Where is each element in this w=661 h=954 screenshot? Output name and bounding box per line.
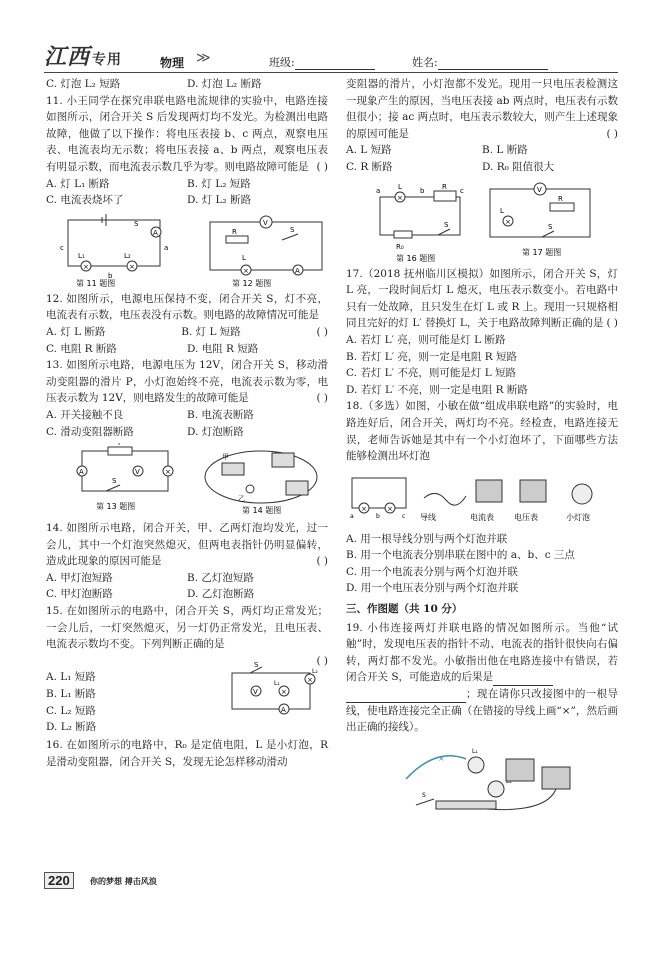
svg-text:R₀: R₀ (396, 242, 404, 251)
svg-text:×: × (387, 504, 393, 513)
svg-text:×: × (397, 193, 403, 202)
svg-text:×: × (438, 753, 445, 763)
circuit-diagram-13 (46, 443, 328, 517)
svg-text:a: a (164, 243, 169, 252)
svg-text:V: V (135, 468, 140, 477)
left-column: C. 灯泡 L₂ 短路 D. 灯泡 L₂ 断路 11. 小王同学在探究串联电路电流规律的实验中，电路连接如图所示，闭合开关 S 后发现两灯均不发光。为检测出电路故障，他做了以下操作：将电压表接 b、c 两点，观察电压表、电流表均无示数；将电压表接 a、b 两点，观察电压表有明显示数，而电流表示数几乎为零。则电路故障可能是 ( ) A. 灯 L₁ 断路 B. 灯 L₂ 短路 C. 电流表烧坏了 D. 灯 L₂ 断路 A × × L₁ L₂ c a b S V R S × A L 第 11 题图 第 12 题图 12. 如图所示，电源电压保持不变，闭合开关 S，灯不亮，电流表有示数，电压表没有示数。则电路的故障情况可能是 ( ) A. 灯 L 断路 B. 灯 L 短路 C. 电阻 R 断路 D. 电阻 R 短路 13. 如图所示电路，电源电压为 12V，闭合开关 S，移动滑动变阻器的滑片 P，小灯泡始终不亮，电流表示数为零，电压表示数为 12V，则电路发生的故障可能是 ( ) A. 开关接触不良 B. 电流表断路 C. 滑动变阻器断路 D. 灯泡断路 P A V × S 乙 甲 第 13 题图 第 14 题图 14. 如图所示电路，闭合开关，甲、乙两灯泡均发光，过一会儿，其中一个灯泡突然熄灭，但两电表指针仍明显偏转，造成此现象的原因可能是 ( ) A. 甲灯泡短路 B. 乙灯泡短路 C. 甲灯泡断路 D. 乙灯泡断路 15. 在如图所示的电路中，闭合开关 S，两灯均正常发光；一会儿后，一灯突然熄灭，另一灯仍正常发光，且电压表、电流表示数均不变。下列判断正确的是 ( ) A. L₁ 短路 B. L₁ 断路 C. L₂ 短路 D. L₂ 断路 S V × × A L₁ L₂ 16. 在如图所示的电路中，R₀ 是定值电阻，L 是小灯泡，R 是滑动变阻器，闭合开关 S，发现无论怎样移动滑动 (46, 76, 328, 771)
svg-text:第 16 题图: 第 16 题图 (396, 253, 436, 263)
circuit-and-tools-18 (346, 468, 618, 528)
svg-text:b: b (108, 271, 113, 280)
brand-logo: 江西 专用 (44, 44, 123, 70)
circuit-diagram-11 (46, 212, 328, 288)
svg-text:第 11 题图: 第 11 题图 (76, 278, 116, 288)
svg-text:b: b (376, 512, 380, 520)
question-15: 15. 在如图所示的电路中，闭合开关 S，两灯均正常发光；一会儿后，一灯突然熄灭，另一灯仍正常发光，且电压表、电流表示数均不变。下列判断正确的是 (46, 605, 328, 651)
svg-text:第 12 题图: 第 12 题图 (232, 278, 272, 288)
page-header (44, 38, 624, 72)
question-16: 16. 在如图所示的电路中，R₀ 是定值电阻，L 是小灯泡，R 是滑动变阻器，闭合开关 S，发现无论怎样移动滑动 (46, 739, 328, 769)
svg-text:R: R (442, 182, 447, 191)
svg-text:b: b (420, 186, 425, 195)
question-12: 12. 如图所示，电源电压保持不变，闭合开关 S，灯不亮，电流表有示数，电压表没有示数。则电路的故障情况可能是 ( ) (46, 292, 328, 338)
svg-text:c: c (402, 512, 406, 520)
svg-text:L₁: L₁ (274, 680, 280, 688)
svg-text:S: S (254, 661, 259, 670)
svg-text:乙: 乙 (238, 495, 245, 504)
svg-text:第 13 题图: 第 13 题图 (96, 502, 136, 512)
svg-text:S: S (548, 222, 553, 231)
svg-text:×: × (165, 468, 171, 477)
question-16-continued: 变阻器的滑片，小灯泡都不发光。现用一只电压表检测这一现象产生的原因，当电压表接 ab 两点时，电压表有示数但很小；接 ac 两点时，电压表示数较大，则产生上述现象的原因可能是 ( ) (346, 78, 618, 140)
svg-text:c: c (60, 243, 64, 252)
page-number: 220 (44, 872, 74, 889)
svg-text:S: S (422, 791, 426, 799)
circuit-diagram-15 (212, 661, 322, 725)
question-11: 11. 小王同学在探究串联电路电流规律的实验中，电路连接如图所示，闭合开关 S 后发现两灯均不发光。为检测出电路故障，他做了以下操作：将电压表接 b、c 两点，观察电压表、电流表均无示数；将电压表接 a、b 两点，观察电压表有明显示数，而电流表示数几乎为零。则电路故障可能是 ( ) (46, 94, 328, 173)
svg-text:第 17 题图: 第 17 题图 (522, 247, 562, 257)
svg-text:×: × (243, 266, 249, 275)
q15-options-block: A. L₁ 短路 B. L₁ 断路 C. L₂ 短路 D. L₂ 断路 S V × × A L₁ L₂ (46, 669, 328, 737)
svg-text:L: L (242, 253, 246, 262)
svg-text:×: × (83, 262, 89, 271)
figure-18 (346, 468, 618, 528)
svg-text:P: P (118, 443, 123, 448)
parallel-circuit-photo-19 (346, 739, 618, 821)
svg-text:S: S (444, 220, 449, 229)
svg-text:V: V (263, 218, 268, 227)
section-heading-3: 三、作图题（共 10 分） (346, 603, 463, 616)
svg-text:×: × (281, 688, 287, 697)
svg-text:V: V (253, 688, 258, 697)
figures-13-14 (46, 443, 328, 517)
svg-text:A: A (153, 228, 158, 237)
svg-text:V: V (537, 185, 542, 194)
svg-text:L: L (398, 182, 402, 191)
question-13: 13. 如图所示电路，电源电压为 12V，闭合开关 S，移动滑动变阻器的滑片 P，小灯泡始终不亮，电流表示数为零，电压表示数为 12V，则电路发生的故障可能是 ( ) (46, 359, 328, 405)
name-field: 姓名: (412, 54, 548, 70)
svg-text:S: S (112, 477, 117, 486)
svg-text:S: S (290, 225, 295, 234)
svg-text:L₁: L₁ (78, 251, 85, 260)
svg-text:L₂: L₂ (124, 251, 131, 260)
svg-text:×: × (505, 217, 511, 226)
right-column: 变阻器的滑片，小灯泡都不发光。现用一只电压表检测这一现象产生的原因，当电压表接 ab 两点时，电压表有示数但很小；接 ac 两点时，电压表示数较大，则产生上述现象的原因可能是 ( ) A. L 短路 B. L 断路 C. R 断路 D. R₀ 阻值很大 × L R a b c R₀ S V R × L S 第 16 题图 第 17 题图 17.（2018 抚州临川区模拟）如图所示，闭合开关 S，灯 L 亮，一段时间后灯 L 熄灭，电压表示数变小。若电路中只有一处故障，且只发生在灯 L 或 R 上。现用一只规格相同且完好的灯 L′ 替换灯 L，关于电路故障判断正确的是 ( ) A. 若灯 L′ 亮，则可能是灯 L 断路 B. 若灯 L′ 亮，则一定是电阻 R 短路 C. 若灯 L′ 不亮，则可能是灯 L 短路 D. 若灯 L′ 不亮，则一定是电阻 R 断路 18.（多选）如图，小敏在做“组成串联电路”的实验时，电路连好后，闭合开关，两灯均不亮。经检查，电路连接无误，老师告诉她是其中有一个小灯泡坏了，下面哪些方法能够检测出坏灯泡 × × a b c 导线 电流表 电压表 小灯泡 A. 用一根导线分别与两个灯泡并联 B. 用一个电流表分别串联在图中的 a、b、c 三点 C. 用一个电流表分别与两个灯泡并联 D. 用一个电压表分别与两个灯泡并联 三、作图题（共 10 分） 19. 小伟连接两灯并联电路的情况如图所示。当他“试触”时，发现电压表的指针不动、电流表的指针很快向右偏转，两灯都不发光。小敏指出他在电路连接中有错误，若闭合开关 S，可能造成的后果是 ；现在请你只改接图中的一根导线，使电路连接完全正确（在错接的导线上画“×”，然后画出正确的接线）。 × L₁ S (346, 76, 618, 824)
svg-text:L₁: L₁ (472, 747, 478, 755)
figures-16-17 (346, 179, 618, 263)
question-18: 18.（多选）如图，小敏在做“组成串联电路”的实验时，电路连好后，闭合开关，两灯均不亮。经检查，电路连接无误，老师告诉她是其中有一个小灯泡坏了，下面哪些方法能够检测出坏灯泡 (346, 400, 618, 463)
question-14: 14. 如图所示电路，闭合开关，甲、乙两灯泡均发光，过一会儿，其中一个灯泡突然熄灭，但两电表指针仍明显偏转，造成此现象的原因可能是 ( ) (46, 522, 328, 568)
svg-text:电流表: 电流表 (470, 512, 494, 522)
q10-options: C. 灯泡 L₂ 短路 D. 灯泡 L₂ 断路 (46, 78, 262, 90)
svg-text:导线: 导线 (420, 512, 436, 522)
svg-text:A: A (79, 468, 84, 477)
svg-text:第 14 题图: 第 14 题图 (242, 506, 282, 516)
svg-text:A: A (281, 706, 286, 715)
question-17: 17.（2018 抚州临川区模拟）如图所示，闭合开关 S，灯 L 亮，一段时间后灯 L 熄灭，电压表示数变小。若电路中只有一处故障，且只发生在灯 L 或 R 上。现用一只规格相同且完好的灯 L′ 替换灯 L，关于电路故障判断正确的是 ( ) (346, 267, 618, 330)
footer-slogan: 你的梦想 搏击风浪 (90, 876, 157, 886)
lab-equipment-photo-14 (205, 451, 317, 503)
circuit-diagram-16 (346, 179, 618, 263)
class-field: 班级: (269, 54, 375, 70)
svg-text:L: L (500, 206, 504, 215)
svg-text:甲: 甲 (222, 453, 229, 462)
svg-text:×: × (129, 262, 135, 271)
svg-text:×: × (361, 504, 367, 513)
svg-text:小灯泡: 小灯泡 (566, 512, 590, 522)
question-19: 19. 小伟连接两灯并联电路的情况如图所示。当他“试触”时，发现电压表的指针不动、电流表的指针很快向右偏转，两灯都不发光。小敏指出他在电路连接中有错误，若闭合开关 S，可能造成的后果是 (346, 620, 618, 686)
subject-label: 物理 (160, 56, 185, 70)
svg-text:a: a (376, 186, 381, 195)
svg-text:c: c (460, 186, 464, 195)
figure-19 (346, 739, 618, 821)
header-rule (44, 72, 618, 73)
svg-text:A: A (295, 266, 300, 275)
figures-11-12 (46, 212, 328, 288)
svg-text:S: S (134, 219, 139, 228)
chevron-icon: ≫ (196, 50, 211, 66)
svg-text:R: R (232, 227, 237, 236)
svg-text:R: R (558, 194, 563, 203)
svg-text:L₂: L₂ (312, 668, 318, 676)
svg-text:×: × (307, 676, 313, 685)
svg-text:电压表: 电压表 (514, 512, 538, 522)
svg-text:a: a (350, 512, 354, 520)
